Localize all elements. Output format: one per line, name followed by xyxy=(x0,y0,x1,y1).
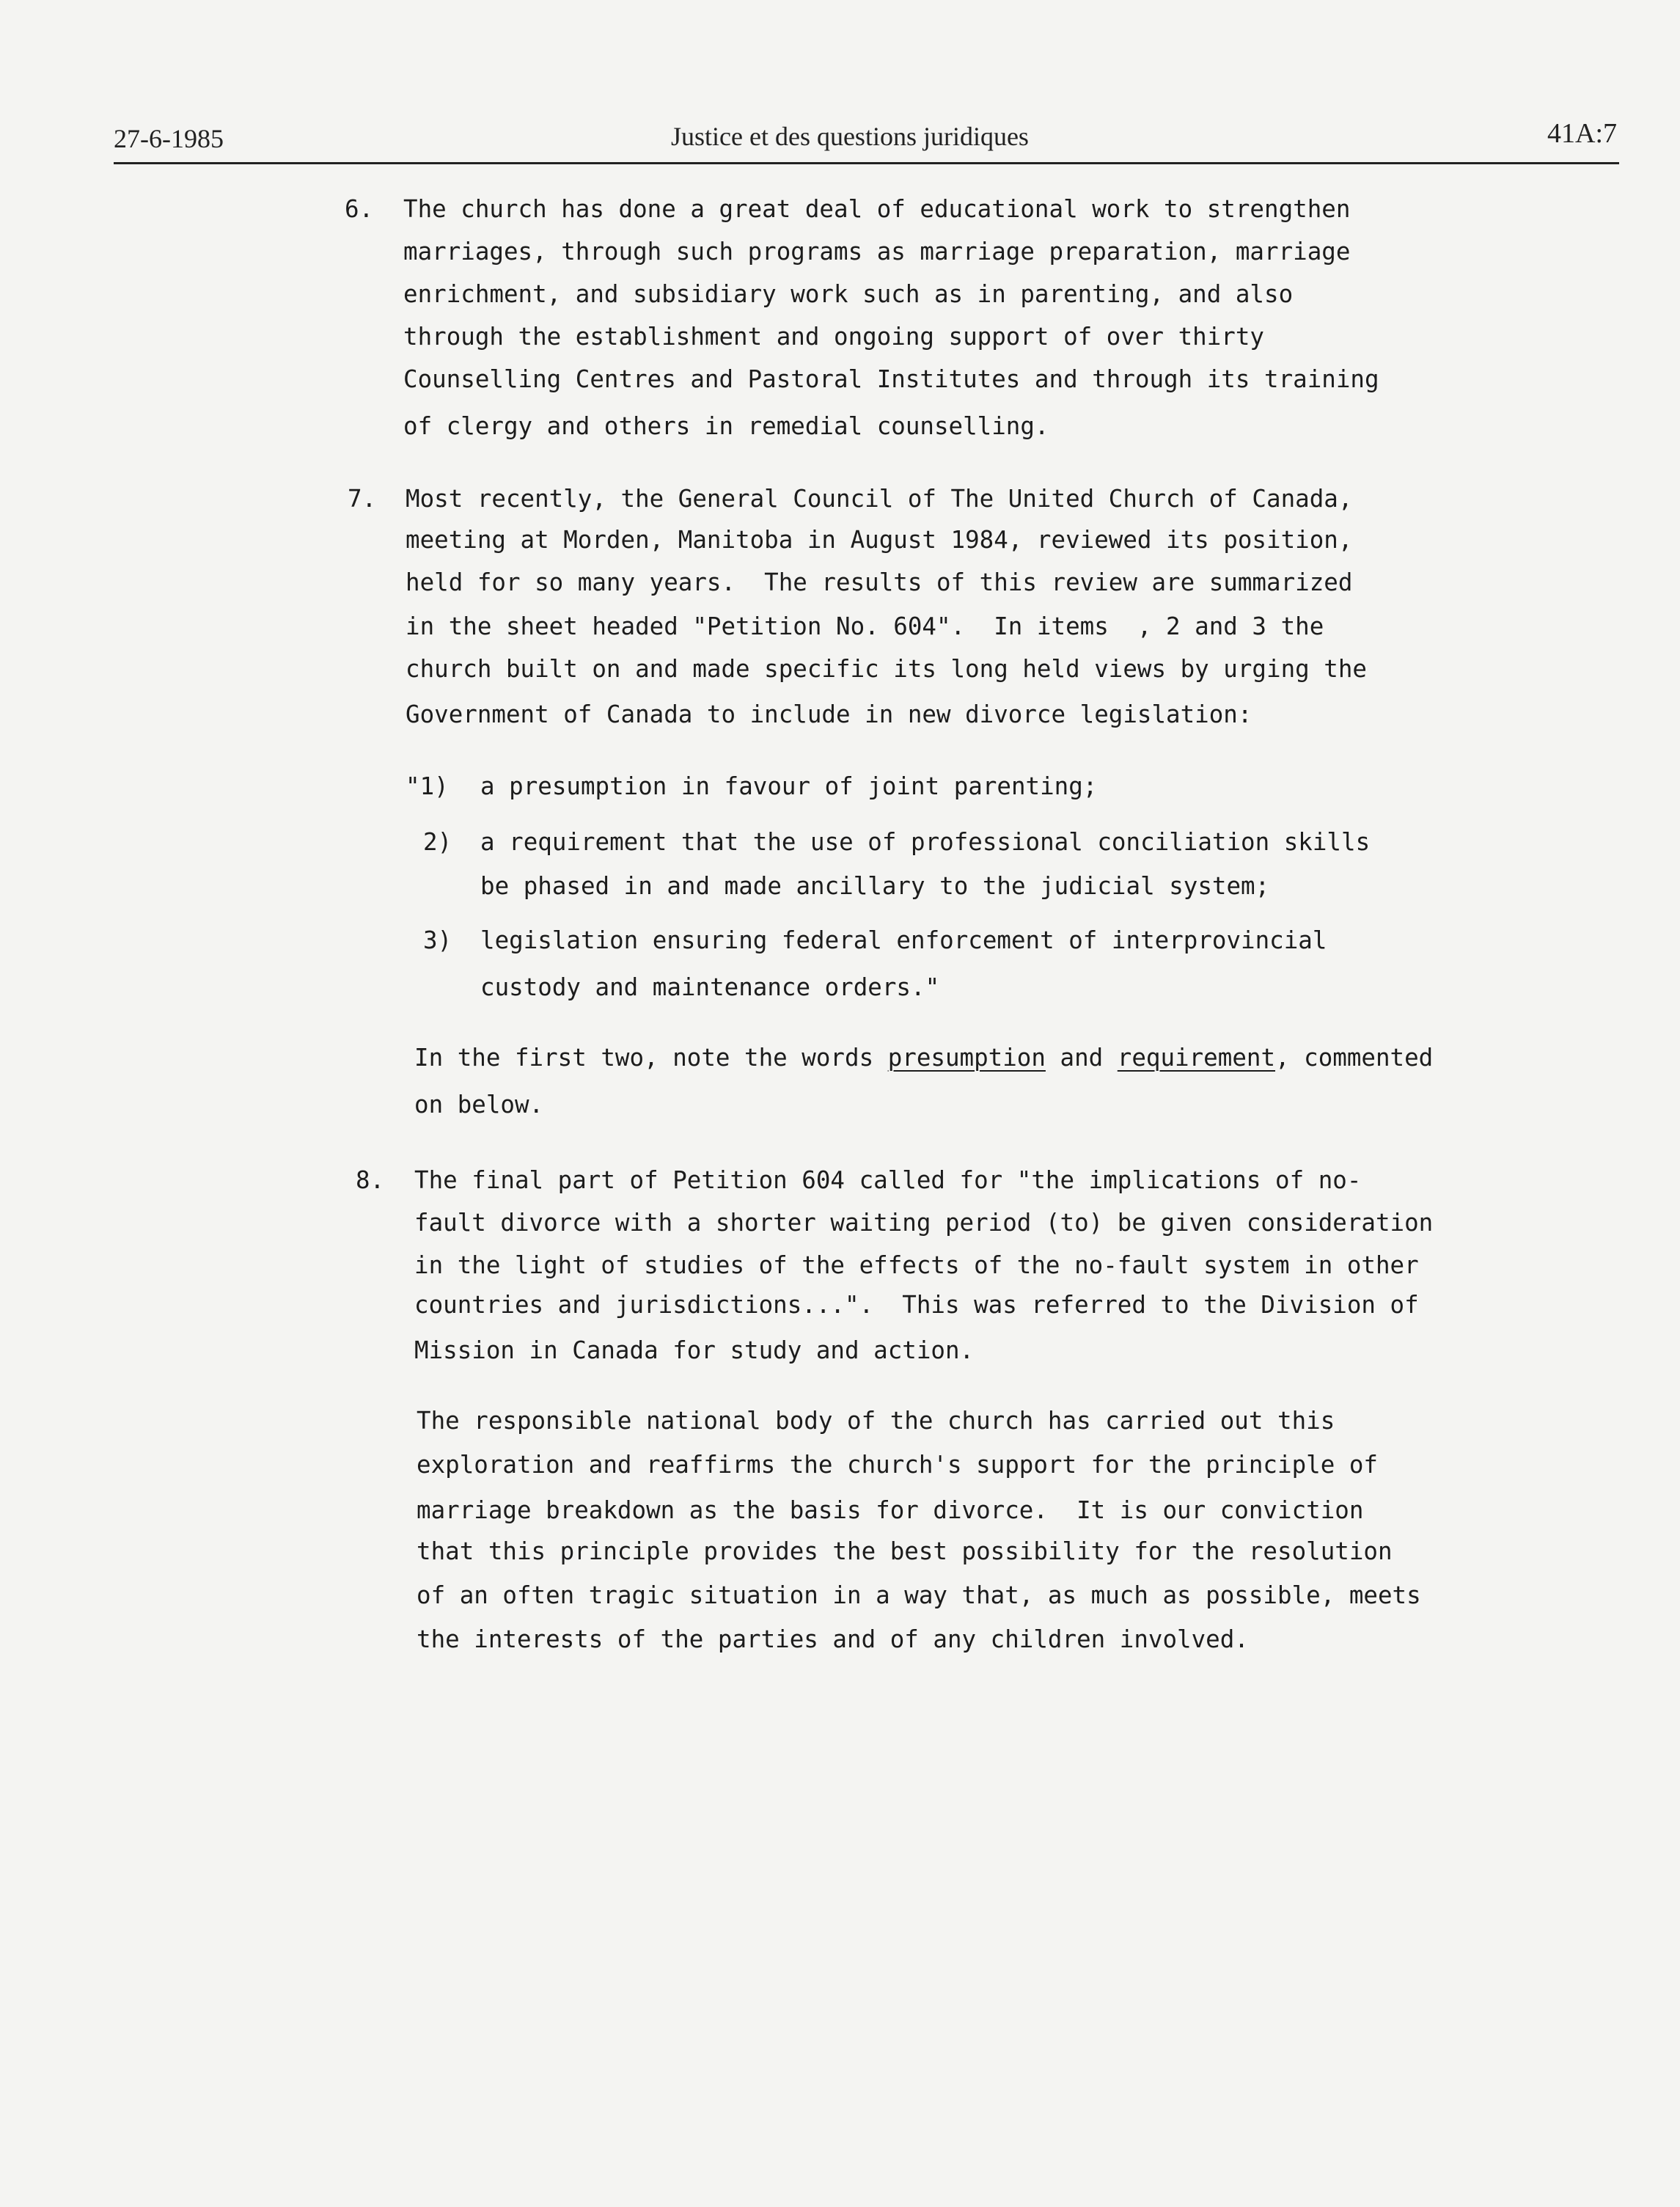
item-8-paragraph-line: that this principle provides the best possibility for the resolution xyxy=(417,1537,1393,1565)
underlined-word: presumption xyxy=(887,1044,1046,1072)
header-title: Justice et des questions juridiques xyxy=(671,122,1029,151)
item-7-line: church built on and made specific its long held views by urging the xyxy=(406,655,1367,683)
item-number: 8. xyxy=(356,1166,385,1194)
subitem-line: legislation ensuring federal enforcement of interprovincial xyxy=(480,926,1327,954)
note-text: In the first two, note the words xyxy=(414,1044,888,1072)
item-6-line: marriages, through such programs as marriage preparation, marriage xyxy=(403,238,1351,266)
note-text: and xyxy=(1045,1044,1118,1072)
subitem-line: be phased in and made ancillary to the judicial system; xyxy=(480,872,1270,900)
subitem-number: 2) xyxy=(423,828,452,856)
item-7-line: Most recently, the General Council of The United Church of Canada, xyxy=(406,485,1353,513)
item-8-line: countries and jurisdictions...". This was referred to the Division of xyxy=(414,1291,1419,1319)
item-8-paragraph-line: The responsible national body of the church has carried out this xyxy=(417,1407,1335,1435)
item-6-line: enrichment, and subsidiary work such as in parenting, and also xyxy=(403,280,1294,308)
underlined-word: requirement xyxy=(1117,1044,1276,1072)
item-6-line: The church has done a great deal of educational work to strengthen xyxy=(403,195,1351,223)
item-7-line: meeting at Morden, Manitoba in August 1984, reviewed its position, xyxy=(406,526,1353,554)
item-7-line: in the sheet headed "Petition No. 604". In items , 2 and 3 the xyxy=(406,612,1324,640)
item-7-line: held for so many years. The results of this review are summarized xyxy=(406,568,1353,596)
item-8-paragraph-line: marriage breakdown as the basis for divorce. It is our conviction xyxy=(417,1496,1364,1524)
item-8-line: Mission in Canada for study and action. xyxy=(414,1336,975,1364)
subitem-line: a presumption in favour of joint parenting; xyxy=(480,772,1098,800)
item-6-line: Counselling Centres and Pastoral Institutes and through its training xyxy=(403,365,1379,393)
header-page-number: 41A:7 xyxy=(1547,118,1617,149)
header-date: 27-6-1985 xyxy=(114,124,224,153)
subitem-line: custody and maintenance orders." xyxy=(480,973,940,1001)
item-8-line: fault divorce with a shorter waiting period (to) be given consideration xyxy=(414,1209,1434,1237)
item-8-paragraph-line: the interests of the parties and of any children involved. xyxy=(417,1625,1249,1653)
item-number: 6. xyxy=(345,195,374,223)
item-8-paragraph-line: exploration and reaffirms the church's support for the principle of xyxy=(417,1451,1378,1479)
item-6-line: through the establishment and ongoing support of over thirty xyxy=(403,323,1264,351)
item-8-paragraph-line: of an often tragic situation in a way that, as much as possible, meets xyxy=(417,1581,1421,1609)
note-line xyxy=(414,1043,1433,1072)
item-7-line: Government of Canada to include in new divorce legislation: xyxy=(406,700,1252,728)
item-6-line: of clergy and others in remedial counselling. xyxy=(403,412,1049,440)
note-line: on below. xyxy=(414,1091,544,1119)
item-number: 7. xyxy=(348,485,377,513)
subitem-number: "1) xyxy=(406,772,449,800)
item-8-line: The final part of Petition 604 called for "the implications of no- xyxy=(414,1166,1362,1194)
item-8-line: in the light of studies of the effects of the no-fault system in other xyxy=(414,1251,1419,1279)
subitem-number: 3) xyxy=(423,926,452,954)
subitem-line: a requirement that the use of professional conciliation skills xyxy=(480,828,1371,856)
note-text: , commented xyxy=(1275,1044,1434,1072)
